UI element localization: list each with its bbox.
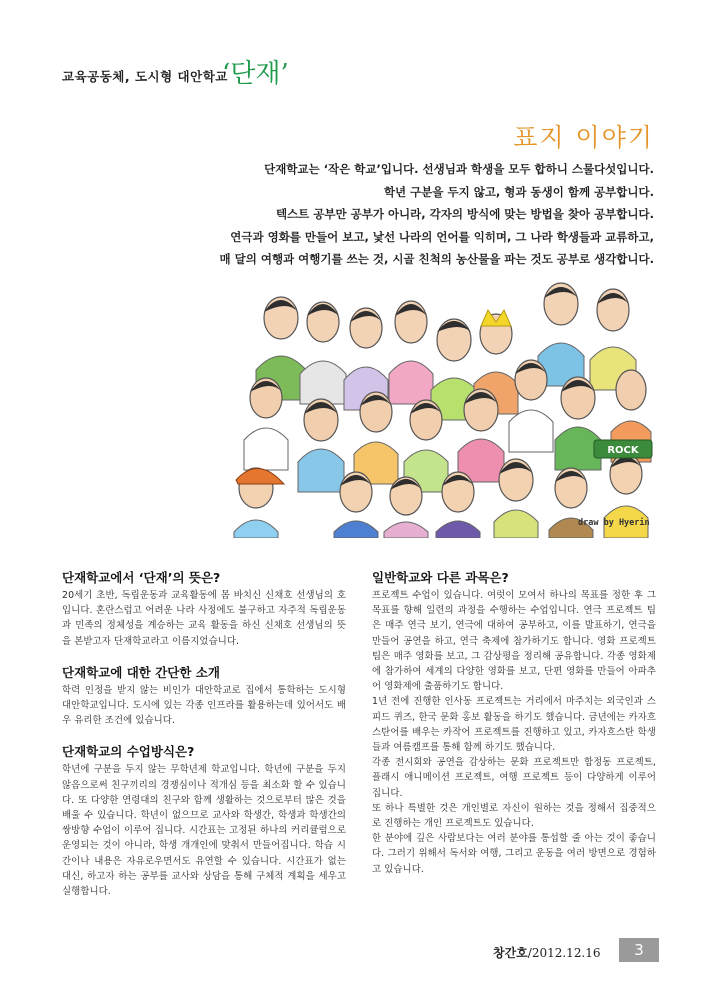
story-title: 표지 이야기 [513,123,654,152]
intro-line: 텍스트 공부만 공부가 아니라, 각자의 방식에 맞는 방법을 찾아 공부합니다. [275,207,654,221]
section-heading: 단재학교의 수업방식은? [62,744,195,760]
cover-illustration [226,270,662,538]
intro-line: 매 달의 여행과 여행기를 쓰는 것, 시골 친척의 농산물을 파는 것도 공부로 생각합니다. [219,252,654,266]
page-number: 3 [619,938,659,962]
section-body: 학력 인정을 받지 않는 비인가 대안학교로 집에서 통학하는 도시형 대안학교입니다. 도시에 있는 각종 인프라를 활용하는데 있어서도 배우 유리한 조건에 있습니다. [62,684,346,727]
section [62,568,346,649]
masthead-subtitle: 교육공동체, 도시형 대안학교 [62,69,228,84]
footer-issue-label: 창간호 [493,946,528,960]
intro-line: 학년 구분을 두지 않고, 형과 동생이 함께 공부합니다. [383,184,654,199]
section-heading: 일반학교와 다른 과목은? [372,570,509,585]
section-body: 각종 전시회와 공연을 감상하는 문화 프로젝트만 합정동 프로젝트, 플래시 애니메이션 프로젝트, 여행 프로젝트 등이 다양하게 이루어 집니다. [372,757,656,799]
footer-date: /2012.12.16 [527,946,601,960]
section-heading: 단재학교에 대한 간단한 소개 [62,664,220,680]
right-column [372,568,656,877]
section-body: 20세기 초반, 독립운동과 교육활동에 몸 바치신 신채호 선생님의 호입니다. 혼란스럽고 어려운 나라 사정에도 불구하고 자주적 독립운동과 민족의 정체성을 계승하는 교육 활동을 하신 신채호 선생님의 뜻을 본받고자 단재학교라고 이름지었습니다. [62,590,346,647]
left-column [62,568,346,899]
section-body: 또 하나 특별한 것은 개인별로 자신이 원하는 것을 정해서 집중적으로 진행하는 개인 프로젝트도 있습니다. [372,802,656,830]
intro-block [54,158,654,271]
section-body: 한 분야에 깊은 사람보다는 여러 분야를 통섭할 줄 아는 것이 좋습니다. 그러기 위해서 독서와 여행, 그리고 운동을 여러 방면으로 경험하고 있습니다. [372,833,656,875]
section [62,663,346,729]
section-heading: 단재학교에서 ‘단재’의 뜻은? [62,570,221,585]
illustration-credit: draw by Hyerin [578,518,650,528]
intro-line: 연극과 영화를 만들어 보고, 낯선 나라의 언어를 익히며, 그 나라 학생들과 교류하고, [230,229,654,244]
illustration-banner: ROCK [607,445,639,456]
masthead [62,55,362,95]
group-portrait-drawing [226,270,662,538]
section-body: 학년에 구분을 두지 않는 무학년제 학교입니다. 학년에 구분을 두지 않음으로써 친구끼리의 경쟁심이나 적개심 등을 최소화 할 수 있습니다. 또 다양한 연령대의 친구와 함께 생활하는 것으로부터 많은 것을 배울 수 있습니다. 학년이 없으므로 교사와 학생간, 학생과 학생간의 쌍방향 수업이 이루어 집니다. 시간표는 고정된 하나의 커리큘럼으로 운영되는 것이 아니라, 학생 개개인에 맞춰서 만들어집니다. 학습 시간이나 내용은 자유로우면서도 유연할 수 있습니다. 시간표가 없는 대신, 하고자 하는 공부를 교사와 상담을 통해 구체적 계획을 세우고 실행합니다. [62,764,346,898]
footer-issue [493,944,601,961]
intro-line: 단재학교는 ‘작은 학교’입니다. 선생님과 학생을 모두 합하니 스물다섯입니다. [264,162,654,176]
masthead-school-name: ‘단재’ [222,59,289,89]
section [62,742,346,899]
section-body: 프로젝트 수업이 있습니다. 여럿이 모여서 하나의 목표를 정한 후 그 목표를 향해 일련의 과정을 수행하는 수업입니다. 연극 프로젝트 팀은 매주 연극 보기, 연극에 대하여 공부하고, 이를 발표하기, 연극을 만들어 공연을 하고, 연극 축제에 참가하기도 합니다. 영화 프로젝트 팀은 매주 영화를 보고, 그 감상평을 정리해 공유합니다. 각종 영화제에 참가하여 세계의 다양한 영화를 보고, 단편 영화를 만들어 아파추어 영화제에 출품하기도 합니다. [372,590,656,693]
section-body: 1년 전에 진행한 인사동 프로젝트는 거리에서 마주치는 외국인과 스피드 퀴즈, 한국 문화 홍보 활동을 하기도 했습니다. 금년에는 카자흐스탄어를 배우는 카작어 프로젝트를 진행하고 있고, 카자흐스탄 학생들과 여름캠프를 통해 함께 하기도 했습니다. [372,696,656,754]
